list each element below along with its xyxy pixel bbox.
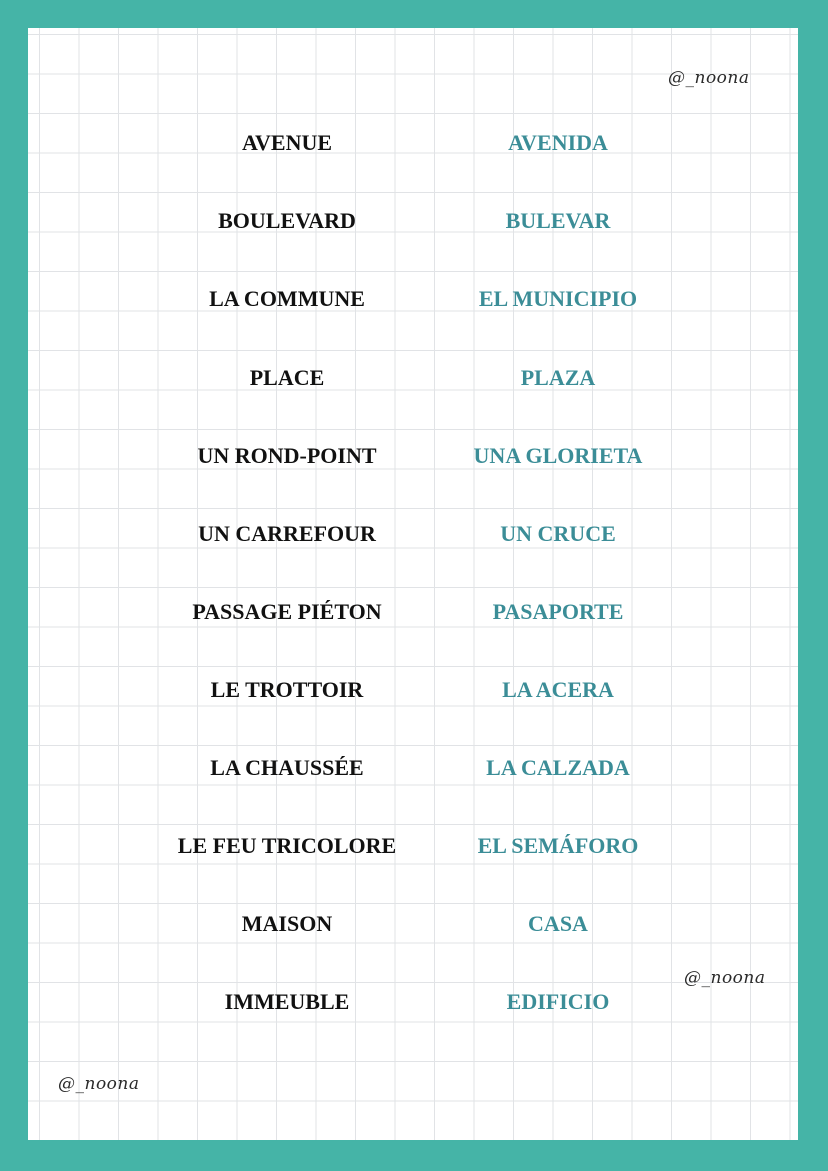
french-term: PASSAGE PIÉTON bbox=[192, 599, 382, 624]
spanish-term: LA CALZADA bbox=[486, 755, 630, 780]
french-term: UN ROND-POINT bbox=[197, 443, 377, 468]
spanish-term: PASAPORTE bbox=[492, 599, 624, 624]
spanish-term: EDIFICIO bbox=[506, 989, 610, 1014]
french-term: BOULEVARD bbox=[218, 208, 356, 233]
author-handle-bottom: @_noona bbox=[58, 1074, 140, 1094]
french-term: PLACE bbox=[249, 365, 325, 390]
vocab-row bbox=[28, 982, 798, 1022]
spanish-term: LA ACERA bbox=[502, 677, 614, 702]
vocabulary-list bbox=[28, 28, 798, 1140]
vocab-row bbox=[28, 123, 798, 163]
french-term: IMMEUBLE bbox=[224, 989, 350, 1014]
vocab-row bbox=[28, 748, 798, 788]
grid-paper-sheet bbox=[28, 28, 798, 1140]
french-term: AVENUE bbox=[241, 130, 333, 155]
vocab-row bbox=[28, 904, 798, 944]
spanish-term: PLAZA bbox=[520, 365, 596, 390]
spanish-term: EL MUNICIPIO bbox=[478, 286, 638, 311]
vocab-row bbox=[28, 670, 798, 710]
vocab-row bbox=[28, 826, 798, 866]
spanish-term: UNA GLORIETA bbox=[473, 443, 643, 468]
author-handle-top: @_noona bbox=[668, 68, 750, 88]
french-term: LE FEU TRICOLORE bbox=[177, 833, 397, 858]
vocab-row bbox=[28, 514, 798, 554]
spanish-term: CASA bbox=[528, 911, 588, 936]
french-term: LA CHAUSSÉE bbox=[210, 755, 364, 780]
spanish-term: UN CRUCE bbox=[500, 521, 616, 546]
spanish-term: BULEVAR bbox=[505, 208, 611, 233]
spanish-term: EL SEMÁFORO bbox=[477, 833, 639, 858]
author-handle-middle: @_noona bbox=[684, 968, 766, 988]
vocab-row bbox=[28, 279, 798, 319]
french-term: MAISON bbox=[241, 911, 333, 936]
french-term: UN CARREFOUR bbox=[198, 521, 376, 546]
vocab-row bbox=[28, 201, 798, 241]
vocab-row bbox=[28, 436, 798, 476]
vocab-row bbox=[28, 358, 798, 398]
vocab-row bbox=[28, 592, 798, 632]
french-term: LA COMMUNE bbox=[209, 286, 365, 311]
french-term: LE TROTTOIR bbox=[210, 677, 364, 702]
spanish-term: AVENIDA bbox=[508, 130, 608, 155]
